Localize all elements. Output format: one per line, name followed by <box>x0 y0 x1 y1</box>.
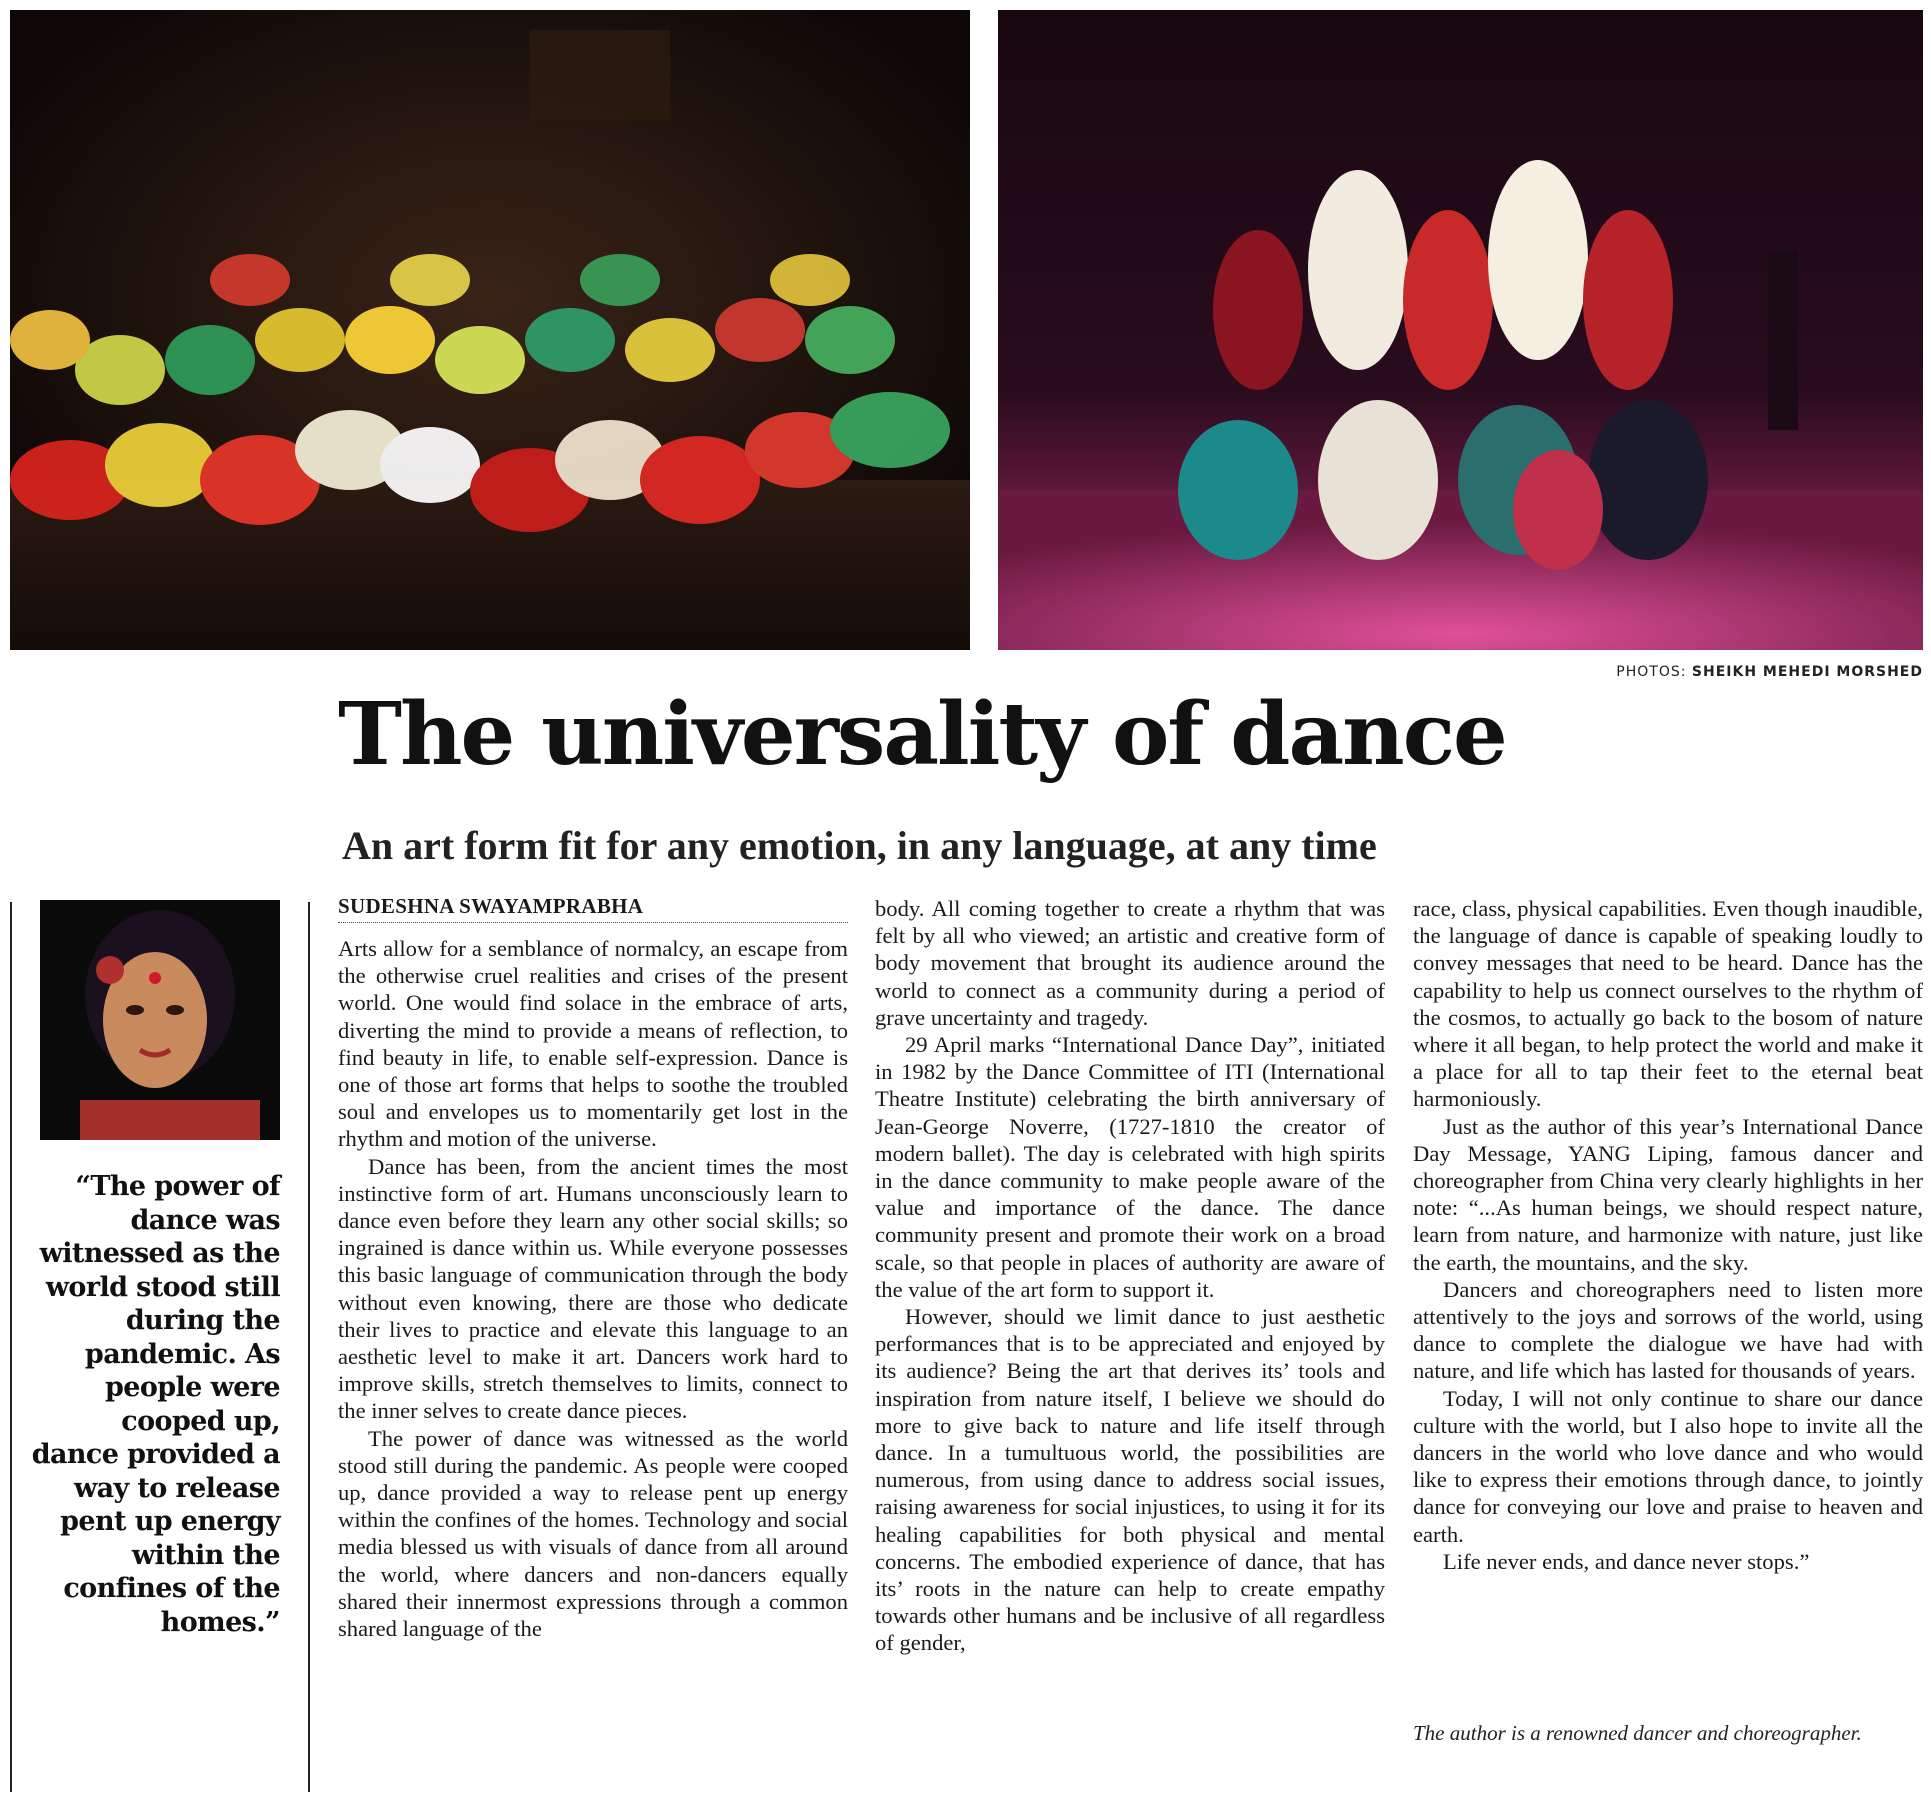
paragraph: Just as the author of this year’s International Dance Day Message, YANG Liping, famous dancer and choreographer from China very clearly highlights in her note: “...As human beings, we should respect nature, learn from nature, and harmonize with nature, just like the earth, the mountains, and the sky. <box>1413 1113 1923 1275</box>
paragraph: Dance has been, from the ancient times the most instinctive form of art. Humans unconsciously learn to dance even before they learn any other social skills; so ingrained is dance within us. While everyone possesses this basic language of communication through the body without even knowing, there are those who dedicate their lives to practice and elevate this language to an aesthetic level to make it art. Dancers work hard to improve skills, stretch themselves to limits, connect to the inner selves to create dance pieces. <box>338 1153 848 1424</box>
pull-quote: “The power of dance was witnessed as the world stood still during the pandemic. As people were cooped up, dance provided a way to release pent up energy within the confines of the homes.” <box>31 1171 280 1638</box>
paragraph: Arts allow for a semblance of normalcy, an escape from the otherwise cruel realities and crises of the present world. One would find solace in the embrace of arts, diverting the mind to provide a means of reflection, to find beauty in life, to enable self-expression. Dance is one of those art forms that helps to soothe the troubled soul and envelopes us to momentarily get lost in the rhythm and motion of the universe. <box>338 936 848 1152</box>
column-rule-left <box>10 902 12 1792</box>
subheadline: An art form fit for any emotion, in any language, at any time <box>342 823 1377 868</box>
article-column-1 <box>338 893 848 1808</box>
photo-credit-name: SHEIKH MEHEDI MORSHED <box>1691 664 1923 680</box>
paragraph: Dancers and choreographers need to listen more attentively to the joys and sorrows of the world, using dance to complete the dialogue we have had with nature, and life which has lasted for thousands of years. <box>1413 1276 1923 1384</box>
paragraph: body. All coming together to create a rhythm that was felt by all who viewed; an artistic and creative form of body movement that brought its audience around the world to connect as a community during a period of grave uncertainty and tragedy. <box>875 896 1385 1030</box>
byline: SUDESHNA SWAYAMPRABHA <box>338 893 848 923</box>
dancer-portrait-photo <box>40 900 280 1140</box>
manipuri-dancers-photo <box>998 10 1923 650</box>
paragraph: 29 April marks “International Dance Day”, initiated in 1982 by the Dance Committee of ITI (International Theatre Institute) celebrating the birth anniversary of Jean-George Noverre, (1727-1810 the creator of modern ballet). The day is celebrated with high spirits in the dance community to make people aware of the value and importance of the dance. The dance community present and promote their work on a broad scale, so that people in places of authority are aware of the value of the art form to support it. <box>875 1032 1385 1302</box>
photo-credit <box>1616 664 1923 680</box>
kathak-dancers-photo <box>10 10 970 650</box>
photo-credit-label: PHOTOS: <box>1616 664 1687 680</box>
paragraph: race, class, physical capabilities. Even though inaudible, the language of dance is capable of speaking loudly to convey messages that need to be heard. Dance has the capability to help us connect ourselves to the rhythm of the cosmos, to actually go back to the bosom of nature where it all began, to help protect the world and make it a place for all to tap their feet to the eternal beat harmoniously. <box>1413 896 1923 1112</box>
author-note: The author is a renowned dancer and choreographer. <box>1413 1721 1862 1745</box>
article-column-2 <box>875 895 1385 1810</box>
paragraph: However, should we limit dance to just aesthetic performances that is to be appreciated and enjoyed by its audience? Being the art that derives its’ tools and inspiration from nature itself, I believe we should do more to give back to nature and life itself through dance. In a tumultuous world, the possibilities are numerous, from using dance to address social issues, raising awareness for social injustices, to using it for its healing capabilities for both physical and mental concerns. The embodied experience of dance, that has its’ roots in the nature can help to create empathy towards other humans and be inclusive of all regardless of gender, <box>875 1304 1385 1656</box>
paragraph: The power of dance was witnessed as the world stood still during the pandemic. As people were cooped up, dance provided a way to release pent up energy within the confines of the homes. Technology and social media blessed us with visuals of dance from all around the world, where dancers and non-dancers equally shared their innermost expressions through a common shared language of the <box>338 1425 848 1642</box>
column-rule-middle <box>308 902 310 1792</box>
headline: The universality of dance <box>338 684 1506 785</box>
paragraph: Today, I will not only continue to share our dance culture with the world, but I also hope to invite all the dancers in the world who love dance and who would like to express their emotions through dance, to jointly dance for conveying our love and praise to heaven and earth. <box>1413 1385 1923 1547</box>
article-column-3 <box>1413 895 1923 1810</box>
paragraph: Life never ends, and dance never stops.” <box>1443 1548 1810 1574</box>
